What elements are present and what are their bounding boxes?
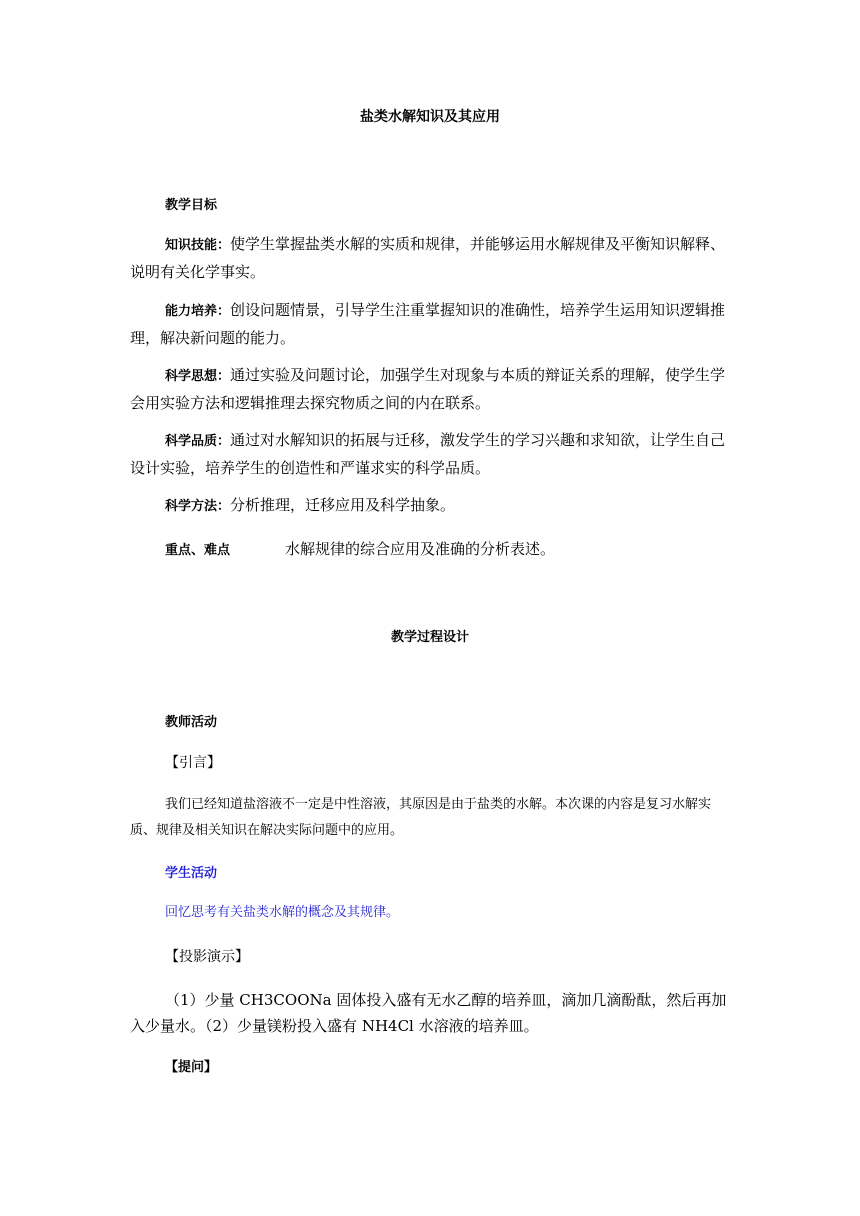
objective-label: 科学方法： xyxy=(165,499,231,514)
question-tag: 【提问】 xyxy=(165,1060,218,1075)
objective-label: 科学思想： xyxy=(165,369,231,384)
objective-ability xyxy=(130,297,730,351)
document-title: 盐类水解知识及其应用 xyxy=(360,109,500,125)
projection-text: （1）少量 CH3COONa 固体投入盛有无水乙醇的培养皿，滴加几滴酚酞，然后再加入少量水。（2）少量镁粉投入盛有 NH4Cl 水溶液的培养皿。 xyxy=(130,991,727,1035)
focus-label: 重点、难点 xyxy=(165,543,231,558)
objective-thought xyxy=(130,362,730,416)
process-heading: 教学过程设计 xyxy=(390,630,469,645)
objectives-heading: 教学目标 xyxy=(165,198,218,213)
focus-row xyxy=(165,538,555,559)
focus-text: 水解规律的综合应用及准确的分析表述。 xyxy=(285,540,556,558)
objective-label: 知识技能： xyxy=(165,238,231,253)
student-heading: 学生活动 xyxy=(165,866,218,881)
objective-label: 能力培养： xyxy=(165,304,231,319)
intro-text: 我们已经知道盐溶液不一定是中性溶液，其原因是由于盐类的水解。本次课的内容是复习水解实质、规律及相关知识在解决实际问题中的应用。 xyxy=(130,797,712,838)
objective-knowledge xyxy=(130,231,730,285)
projection-tag: 【投影演示】 xyxy=(165,949,249,965)
objective-text: 分析推理，迁移应用及科学抽象。 xyxy=(230,496,456,514)
objective-label: 科学品质： xyxy=(165,434,231,449)
objective-text: 创设问题情景，引导学生注重掌握知识的准确性，培养学生运用知识逻辑推理，解决新问题的能力。 xyxy=(130,301,726,347)
objective-text: 通过对水解知识的拓展与迁移，激发学生的学习兴趣和求知欲，让学生自己设计实验，培养学生的创造性和严谨求实的科学品质。 xyxy=(130,431,726,477)
objective-text: 使学生掌握盐类水解的实质和规律，并能够运用水解规律及平衡知识解释、说明有关化学事实。 xyxy=(130,235,726,281)
objective-text: 通过实验及问题讨论，加强学生对现象与本质的辩证关系的理解，使学生学会用实验方法和逻辑推理去探究物质之间的内在联系。 xyxy=(130,366,726,412)
student-text: 回忆思考有关盐类水解的概念及其规律。 xyxy=(165,905,400,920)
objective-method xyxy=(130,492,730,520)
teacher-heading: 教师活动 xyxy=(165,715,218,730)
intro-tag: 【引言】 xyxy=(165,755,221,771)
objective-quality xyxy=(130,427,730,481)
